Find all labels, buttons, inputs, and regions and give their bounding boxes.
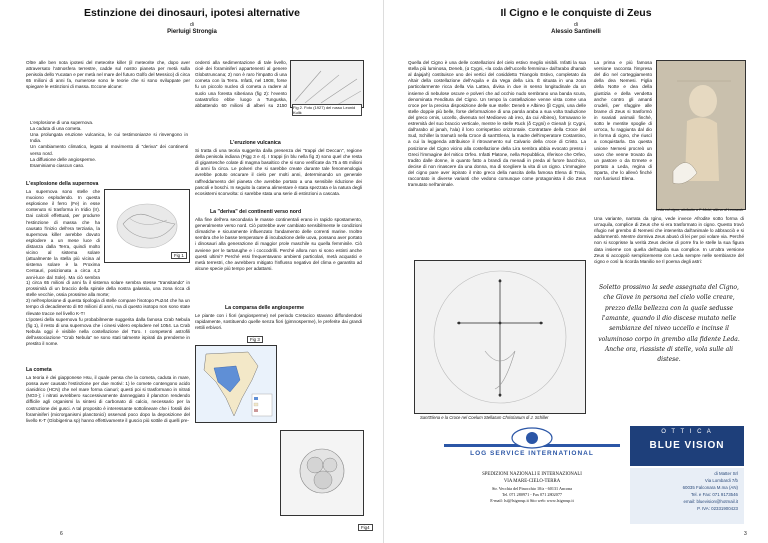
ad2-line: 60035 Falconara M.ma (AN) <box>682 485 738 490</box>
angiosperme-heading: La comparsa delle angiosperme <box>225 305 304 311</box>
right-by: di <box>574 22 578 28</box>
deriva-text: Alla fine dell'era secondaria le masse continentali erano in rapido spostamento, generalmente verso nord. Ciò potrebbe aver cambiato sensibilmente le condizioni climatiche e sicuramente influenzato l'andamento delle correnti marine. Inoltre sembra che le basse temperature di incubazione delle uova, possano aver portato i dinosauri alla generazione di maggior prole maschile su quella femminile. Ciò avviene per le tartarughe e i coccodrilli. Perché allora non si sono estinti anche questi ultimi? Perché essi frequentavano ambienti particolari, metà acquatici e metà terrestri, che avrebbero mitigato l'influsso negativo del clima e garantito ad alcune specie più tempo per adattarsi. <box>195 217 362 271</box>
deccan-map <box>195 345 277 423</box>
left-author: Pierluigi Strongia <box>167 29 217 35</box>
foraminifera-image <box>280 430 364 516</box>
fig2-caption: Fig 2. Foto (1927) del russo Leonid Kulik <box>292 104 362 116</box>
right-article-title: Il Cigno e le conquiste di Zeus <box>500 7 652 19</box>
list-item: 1) circa 65 milioni di anni fa il sistema solare sembra stesse "transitando" in prossimità di un braccio della spirale della nostra galassia, una zona ricca di stelle vecchie, ossia prossime alla morte; <box>26 280 190 298</box>
intro-paragraph: Oltre alle ben nota ipotesi del meteorite killer (il meteorite che, dopo aver attraversato l'atmosfera terrestre, cadde sul nostro pianeta per metà sulla penisola dello Yucatan e per metà nel mare del futuro Golfo del Messico) di circa 65 milioni di anni fa, numerose sono le teorie che si sono sviluppate per spiegare le estinzioni di massa. Eccone alcune: <box>26 60 190 90</box>
tunguska-photo <box>290 60 364 108</box>
eruzione-heading: L'eruzione vulcanica <box>230 140 281 146</box>
zeus-text-wide: Una variante, narrata da Igino, vede invece Afrodite sotto forma di un'aquila, complice di Zeus che si era trasformato in cigno. Questo trovò rifugio nel grembo di Nemesi che intenerita dall'animale lo abbracciò e si addormentò. Mentre dormiva Zeus abusò di lei per poi volare via. Perché non si scoprisse la verità Zeus decise di porre fra le stelle la sua figura data insieme con quella dell'aquila sua complice. In un'altra versione Zeus si accoppiò semplicemente con Leda sempre nelle sembianze del cigno e così la ricorda Manilio ne Il poema degli astri: <box>594 216 744 264</box>
leda-painting <box>656 60 746 210</box>
ad2-line: P. IVA: 02331900423 <box>697 506 738 511</box>
ad1-line: VIA MARE-CIELO-TERRA <box>503 479 561 484</box>
india-map-illustration <box>196 346 276 422</box>
right-page-number: 3 <box>744 531 747 537</box>
ad1-phone: Tel. 071 280971 - Fax 071 2802077 <box>501 492 563 497</box>
ad2-line: Tel. e Fax: 071 9173546 <box>690 492 738 497</box>
list-item: 2) nell'esplosione di questa tipologia di stelle compare l'isotopo Pu244 che ha un tempo di decadimento di 80 milioni di anni, ma di questo isotopo non sono state rilevate tracce nel livello K-T! <box>26 298 190 316</box>
list-item: La diffusione delle angiosperme. <box>30 156 97 162</box>
fig3-label: Fig 3 <box>247 336 263 343</box>
list-item-closing: Esaminiamo ciascun caso. <box>30 162 85 168</box>
list-item: Un cambiamento climatico, legato al movimento di "deriva" dei continenti verso nord. <box>30 144 188 156</box>
fig1-label: Fig 1 <box>171 252 187 259</box>
manilio-poem: Soletto prossimo la sede assegnata del Cigno, che Giove in persona nel cielo volle creare, prezzo della bellezza con la quale sedusse l'amante, quando il dio discese mutato nelle sembianze del niveo uccello e incinse il voluminoso corpo in grembo alla fidente Leda. Anche ora, riassiste di stelle, vola sulle ali distese. <box>598 284 740 364</box>
leda-illustration <box>657 61 745 209</box>
supernova-heading: L'esplosione della supernova <box>26 181 99 187</box>
supernova-text: La supernova sono stelle che muoiono esplodendo. In questa esplosione il ferro (Fe) in esse contenuto si trasforma in Iridio (Ir). Dai calcoli effettuati, per produrre l'estinzione di massa che ha causato l'inizio dell'era terziaria, la supernova killer avrebbe dovuto esplodere a un mese luce di distanza dalla Terra, quindi molto vicino al sistema solare (attualmente la stella più vicina al sistema solare è la Proxima Centauri, posizionata a circa 4,2 anni-luce dal Sole). Ma ciò sembra <box>26 189 100 280</box>
log-service-brand: LOG SERVICE INTERNATIONAL <box>470 450 594 457</box>
list-item: La caduta di una cometa. <box>30 126 82 132</box>
left-page-number: 6 <box>60 531 63 537</box>
hypotheses-list <box>30 120 188 180</box>
ad1-line: SPEDIZIONI NAZIONALI E INTERNAZIONALI <box>482 472 582 477</box>
deriva-heading: La "deriva" dei continenti verso nord <box>210 209 302 215</box>
left-article-title: Estinzione dei dinosauri, ipotesi alternative <box>84 7 300 19</box>
blue-vision-ad <box>630 426 744 524</box>
ad1-contacts: E-mail: lsi@lsigroup.it Sito web: www.lsigroup.it <box>490 498 574 503</box>
fig4-label: Fig4 <box>358 524 373 531</box>
right-author: Alessio Santinelli <box>551 29 601 35</box>
log-service-ad <box>444 426 620 526</box>
ad2-line: Via Lombardi 7/b <box>704 478 738 483</box>
list-item: Una prolungata eruzione vulcanica, le cui testimonianze si rinvengono in India. <box>30 132 188 144</box>
cigno-text: Quella del Cigno è una delle costellazioni del cielo estivo meglio visibili. Infatti la sua stella più luminosa, Deneb, (α Cygni, «la coda dell'uccello femmina» dall'arabo dhanab al dajajah) costituisce uno dei vertici del cosiddetto Triangolo Estivo, completato da Altair della costellazione dell'Aquila e da Vega della Lira. È situata in una zona particolarmente ricca della Via Lattea, divisa in due in senso longitudinale da un insieme di nebulose oscure e polveri che ad occhio nudo sembrano una banda scura, denominata Fenditura del Cigno. Un tempo la costellazione venne vista come una croce per la precisa disposizione delle sue stelle: Deneb e Albireo (β Cygni, una delle stelle doppie più belle, forse deformazione di una parola araba a sua volta traduzione del greco ornis, uccello, divenuta nel Medioevo ab ireo, da cui Albireo), formavano le estremità del suo braccio verticale, mentre le stelle Ruck (δ Cygni) e Gienah (ε Cygni, dall'arabo al janah, l'ala) il loro corrispettivo orizzontale. Contrattare della Croce del Sud, Schiller la tramutò nella Croce di sant'Elena, la madre dell'imperatore Costantino, a cui la leggenda attribuisce il ritrovamento sul Calvario della croce di Cristo. La posizione del Cigno vicino alla costellazione della Lira sembra abbia evocato presso i Greci l'immagine del mitico Orfeo. Infatti Platone, nella Repubblica, riferisce che Orfeo, tradito dalle donne, in quanto fatto a brandi da menadi in preda al furore bacchico, decise di non rinascere da una donna, ma di scegliere la vita di un cigno. L'immagine del cigno pare aver ispirato il mito greco della nascita della famosa Elena di Troia, raccontato in diverse varianti che vedono comunque come protagonista il dio Zeus tramutato nell'animale. <box>408 60 586 188</box>
cometa-continued: cedenti alla sedimentazione di tale livello, cioè dei foraminiferi appartenenti al genere Globotruncana; 2) non è raro l'impatto di una cometa con la Terra. Infatti, nel 1908, forse fu un piccolo nucleo di cometa a radere al suolo una foresta siberiana (fig 2): l'evento catastrofico ebbe luogo a Tunguska, abbattendo 60 milioni di alberi su 2150 <box>195 60 287 108</box>
leda-caption: Leda col cigno, attribuito a F. Melzi, allievo di Leonardo <box>656 208 744 212</box>
angiosperme-text: Le piante con i fiori (angiosperme) nel periodo Cretacico stavano diffondendosi rapidamente, sostituendo quelle senza fiori (gimnosperme), le preferite dai grandi rettili erbivori. <box>195 313 362 331</box>
right-page <box>384 0 768 543</box>
ad2-line: di Matter Srl <box>714 471 738 476</box>
cometa-text: La teoria è dei giapponese Hsu, il quale pensa che la cometa, caduta in mare, possa aver causato l'estinzione per due motivi: 1) le comete contengono acido cianidrico (HCN) che nel mare forma cianuri; questi poi si trasformano in nitrati (NO3-); i nitrati avrebbero successivamente danneggiato il plancton rendendo difficile agli organismi la sintesi di carbonato di calcio, necessario per la costruzione dei gusci. A tal proposito è interessante sottolineare che i fossili dei foraminiferi (microrganismi planctonici) osservati poco dopo la deposizione del livello K-T (Globigerina sp) hanno effettivamente il guscio più sottile di quelli pre- <box>26 375 190 423</box>
ad1-address: Str. Vecchia del Pinocchio 10/a - 60131 Ancona <box>492 486 572 491</box>
croce-caption: Sant'Elena e la Croce nel Coelum Stellatum Christianum di J. Schiller <box>420 415 549 420</box>
croce-sant-elena-image <box>414 260 586 414</box>
zeus-text-narrow: La prima e più famosa versione racconta l'impresa del dio nel corteggiamento della dea Nemesi. Figlia della Notte e dea della giustizia e della vendetta anche contro gli amanti crudeli, per sfuggire alle brame di Zeus si trasformò in svariati animali finché, sotto le mentite spoglie di un'oca, fu raggiunta dal dio in forma di cigno, che riuscì a conquistarla. Da questa unione Nemesi procreò un uovo che venne trovato da un pastore o da Ermete e portato a Leda, regina di Sparta, che lo allevò finché non fuoriuscì Elena. <box>594 60 652 182</box>
blue-vision-brand: BLUE VISION <box>649 440 725 451</box>
supernova-closing: L'ipotesi della supernova fu probabilmente suggerita dalla famosa Crab Nebula (fig 1), il resto di una supernova che i cinesi videro esplodere nel 1054. La Crab Nebula oggi è visibile nella costellazione del Toro. I competenti astrofili dell'associazione "Crab Nebula" ne sono stati talmente ispirati da prenderne in prestito il nome. <box>26 316 190 347</box>
fallen-trees-illustration <box>291 61 363 107</box>
eruzione-text: Si tratta di una teoria suggerita dalla presenza dei "trappi del Deccan", regione della penisola indiana (Figg 3 e 4). I trappi (in blu nella fig 3) sono quel che resta di gigantesche colate di magma basaltico che si sono verificate da 75 a 65 milioni di anni fa circa. Le polveri che si sarebbe create durante tale fenomenologia avrebbe potuto oscurare il cielo per molti anni, determinando un generale raffreddamento del pianeta che avrebbe portato a una sensibile riduzione dei pascoli e boschi. In seguito la catena alimentare è stata spezzata e la natura degli ecosistemi sconvolta: ci sarebbe stata una serie di estinzioni a cascata. <box>195 148 362 196</box>
ad2-line: email: bluevision@hotmail.it <box>683 499 738 504</box>
star-map-illustration <box>415 261 585 413</box>
fossil-illustration <box>281 431 363 515</box>
list-item: L'esplosione di una supernova. <box>30 120 94 125</box>
ottica-label: O T T I C A <box>661 429 713 435</box>
cometa-heading: La cometa <box>26 367 52 373</box>
left-by: di <box>190 22 194 28</box>
